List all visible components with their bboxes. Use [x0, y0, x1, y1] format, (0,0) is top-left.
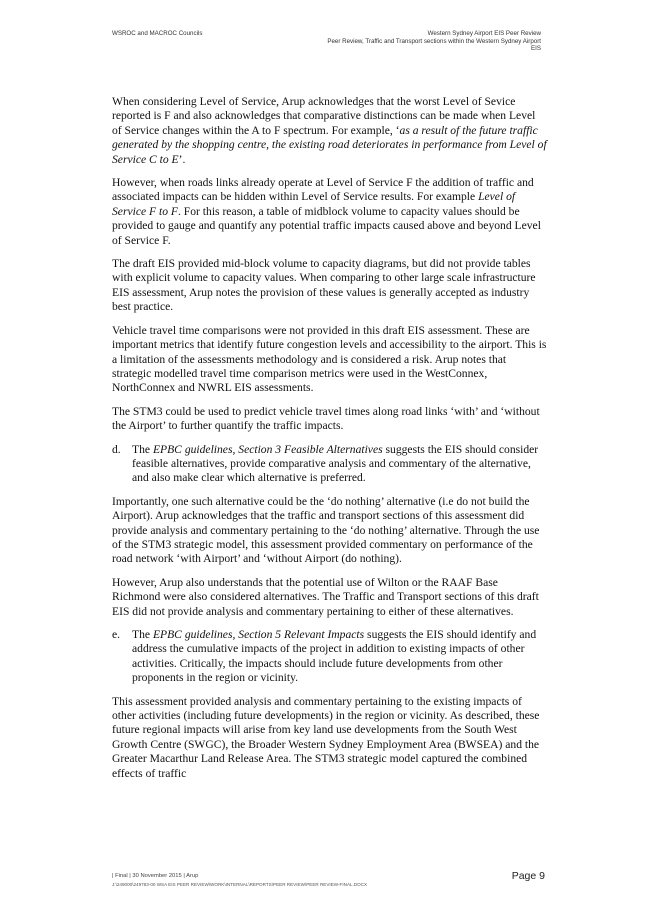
list-label-e: e.	[112, 628, 121, 641]
header-subtitle-cont: EIS	[531, 45, 541, 53]
header-right	[241, 30, 541, 53]
paragraph-3: The draft EIS provided mid-block volume to capacity diagrams, but did not provide tables with explicit volume to capacity values. When comparing to other large scale infrastructure EIS assessment, Arup notes the provision of these values is generally accepted as industry best practice.	[112, 257, 536, 314]
header-left: WSROC and MACROC Councils	[112, 30, 203, 37]
header-title: Western Sydney Airport EIS Peer Review	[427, 30, 541, 37]
paragraph-4: Vehicle travel time comparisons were not provided in this draft EIS assessment. These are important metrics that identify future congestion levels and accessibility to the airport. This is a limitation of the assessments methodology and is considered a risk. Arup notes that strategic modelled travel time comparison metrics were used in the WestConnex, NorthConnex and NWRL EIS assessments.	[112, 323, 547, 395]
footer-left: | Final | 30 November 2015 | Arup	[112, 873, 199, 879]
paragraph-8: This assessment provided analysis and commentary pertaining to the existing impacts of other activities (including future developments) in the region or vicinity. As described, these future regional impacts will arise from key land use developments from the South West Growth Centre (SWGC), the Broader Western Sydney Employment Area (BWSEA) and the Greater Macarthur Land Release Area. The STM3 strategic model captured the combined effects of traffic	[112, 694, 540, 780]
list-label-d: d.	[112, 442, 121, 456]
paragraph-7: However, Arup also understands that the potential use of Wilton or the RAAF Base Richmond were also considered alternatives. The Traffic and Transport sections of this draft EIS did not provide analysis and commentary pertaining to either of these alternatives.	[112, 575, 539, 618]
footer-file-path: J:\249000\249783-00 WSA EIS PEER REVIEW\WORK\INTERNAL\REPORTS\PEER REVIEW\PEER REVIEW-FINAL.DOCX	[112, 882, 368, 887]
paragraph-5: The STM3 could be used to predict vehicle travel times along road links ‘with’ and ‘without the Airport’ to further quantify the traffic impacts.	[112, 404, 540, 433]
paragraph-6: Importantly, one such alternative could be the ‘do nothing’ alternative (i.e do not build the Airport). Arup acknowledges that the traffic and transport sections of this assessment did provide analysis and commentary pertaining to the ‘do nothing’ alternative. Through the use of the STM3 strategic model, this assessment provided commentary on performance of the road network ‘with Airport’ and ‘without Airport (do nothing).	[112, 494, 540, 566]
list-item-d: d. The EPBC guidelines, Section 3 Feasible Alternatives suggests the EIS should consider feasible alternatives, provide comparative analysis and commentary of the alternative, and also make clear which alternative is preferred.	[112, 442, 539, 485]
page-number: Page 9	[511, 870, 545, 882]
header-subtitle: Peer Review, Traffic and Transport sections within the Western Sydney Airport	[327, 37, 541, 45]
paragraph-1: When considering Level of Service, Arup acknowledges that the worst Level of Sevice reported is F and also acknowledges that comparative distinctions can be made when Level of Service changes within the A to F spectrum. For example, ‘as a result of the future traffic generated by the shopping centre, the existing road deteriorates in performance from Level of Service C to E’.	[112, 95, 547, 166]
document-body	[112, 95, 547, 790]
paragraph-2: However, when roads links already operate at Level of Service F the addition of traffic and associated impacts can be hidden within Level of Service results. For example Level of Service F to F. For this reason, a table of midblock volume to capacity values should be provided to gauge and quantify any potential traffic impacts caused above and beyond Level of Service F.	[112, 176, 541, 247]
list-item-e: e. The EPBC guidelines, Section 5 Relevant Impacts suggests the EIS should identify and address the cumulative impacts of the project in addition to existing impacts of other activities. Critically, the impacts should include future developments from other proponents in the region or vicinity.	[112, 628, 537, 685]
